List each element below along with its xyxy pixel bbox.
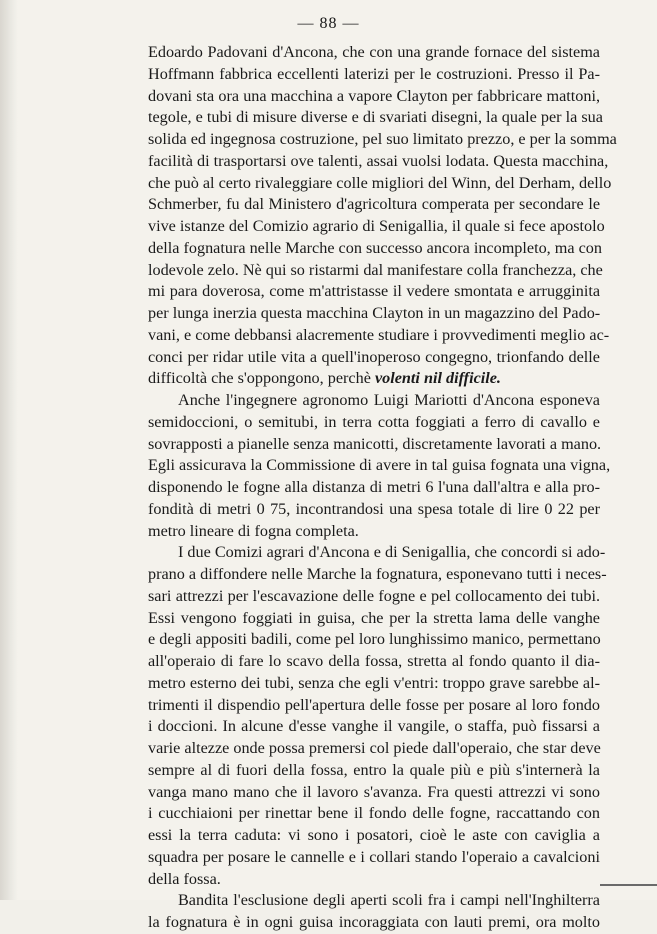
text-line: disponendo le fogne alla distanza di metri 6 l'una dall'altra e alla pro- [148, 478, 600, 496]
text-line: Essi vengono foggiati in guisa, che per la stretta lama delle vanghe [148, 608, 600, 627]
text-line: metro esterno dei tubi, senza che egli v'entri: troppo grave sarebbe al- [148, 673, 600, 692]
text-line: Edoardo Padovani d'Ancona, che con una grande fornace del sistema [148, 43, 600, 61]
text-line: metro lineare di fogna completa. [148, 521, 359, 540]
paragraph [148, 42, 617, 390]
page-number: — 88 — [297, 15, 360, 32]
paragraph [148, 890, 600, 934]
text-line: solida ed ingegnosa costruzione, pel suo limitato prezzo, e per la somma [148, 130, 617, 148]
paragraph [148, 542, 607, 890]
text-fragment: difficoltà che s'oppongono, perchè [148, 369, 375, 388]
text-line: mi para doverosa, come m'attristasse il vedere smontata e arrugginita [148, 282, 600, 301]
text-line: Hoffmann fabbrica eccellenti laterizi per le costruzioni. Presso il Pa- [148, 64, 600, 83]
text-line: che può al certo rivaleggiare colle migliori del Winn, del Derham, dello [148, 173, 612, 192]
text-line: semidoccioni, o semitubi, in terra cotta foggiati a ferro di cavallo e [148, 412, 600, 431]
text-line: essi la terra caduta: vi sono i posatori, cioè le aste con caviglia a [148, 826, 600, 844]
text-line: vanga mano mano che il lavoro s'avanza. Fra questi attrezzi vi sono [148, 782, 600, 801]
text-line: all'operaio di fare lo scavo della fossa, stretta al fondo quanto il dia- [148, 652, 600, 670]
text-line: tegole, e tubi di misure diverse e di svariati disegni, la quale per la sua [148, 108, 603, 127]
text-line: vive istanze del Comizio agrario di Senigallia, il quale si fece apostolo [148, 217, 605, 235]
page-gutter-shadow [0, 0, 18, 900]
text-line: lodevole zelo. Nè qui so ristarmi dal manifestare colla franchezza, che [148, 260, 603, 279]
text-line: I due Comizi agrari d'Ancona e di Senigallia, che concordi si ado- [178, 543, 606, 562]
latin-motto: volenti nil difficile. [374, 369, 501, 388]
text-line: facilità di trasportarsi ove talenti, assai vuolsi lodata. Questa macchina, [148, 151, 609, 170]
text-line: della fossa. [148, 869, 221, 888]
text-line [148, 368, 600, 390]
text-line: Egli assicurava la Commissione di avere in tal guisa fognata una vigna, [148, 456, 611, 475]
text-line: conci per ridar utile vita a quell'inoperoso congegno, trionfando delle [148, 347, 600, 366]
text-line: Schmerber, fu dal Ministero d'agricoltura comperata per secondare le [148, 195, 600, 214]
text-line: sempre al di fuori della fossa, entro la quale più e più s'internerà la [148, 760, 600, 779]
text-line: sovrapposti a pianelle senza manicotti, discretamente lavorati a mano. [148, 434, 602, 453]
text-line: e degli appositi badili, come pel loro lunghissimo manico, permettano [148, 630, 601, 649]
text-line: prano a diffondere nelle Marche la fognatura, esponevano tutti i neces- [148, 565, 607, 583]
body-text [148, 42, 617, 934]
text-line: fondità di metri 0 75, incontrandosi una spesa totale di lire 0 22 per [148, 499, 600, 518]
text-line: i cucchiaioni per rinettar bene il fondo delle fogne, raccattando con [148, 804, 600, 823]
text-line: della fognatura nelle Marche con successo ancora incompleto, ma con [148, 238, 602, 257]
text-line: i doccioni. In alcune d'esse vanghe il vangile, o staffa, può fissarsi a [148, 717, 600, 736]
paragraph [148, 390, 611, 542]
text-line: dovani sta ora una macchina a vapore Clayton per fabbricare mattoni, [148, 86, 600, 105]
text-line: per lunga inerzia questa macchina Clayton in un magazzino del Pado- [148, 304, 601, 322]
text-line: Bandita l'esclusione degli aperti scoli fra i campi nell'Inghilterra [178, 891, 600, 910]
text-line: sari attrezzi per l'escavazione delle fogne e pel collocamento dei tubi. [148, 586, 600, 605]
text-line: varie altezze onde possa premersi col piede dall'operaio, che star deve [148, 739, 601, 757]
text-line: trimenti il dispendio pell'apertura delle fosse per posare al loro fondo [148, 695, 600, 714]
scan-edge-mark [600, 884, 657, 886]
text-line: la fognatura è in ogni guisa incoraggiata con lauti premi, ora molto [148, 913, 600, 931]
text-line: vani, e come debbansi alacremente studiare i provvedimenti meglio ac- [148, 325, 610, 344]
text-line: Anche l'ingegnere agronomo Luigi Mariotti d'Ancona esponeva [178, 391, 600, 409]
text-line: squadra per posare le cannelle e i collari stando l'operaio a cavalcioni [148, 847, 600, 866]
